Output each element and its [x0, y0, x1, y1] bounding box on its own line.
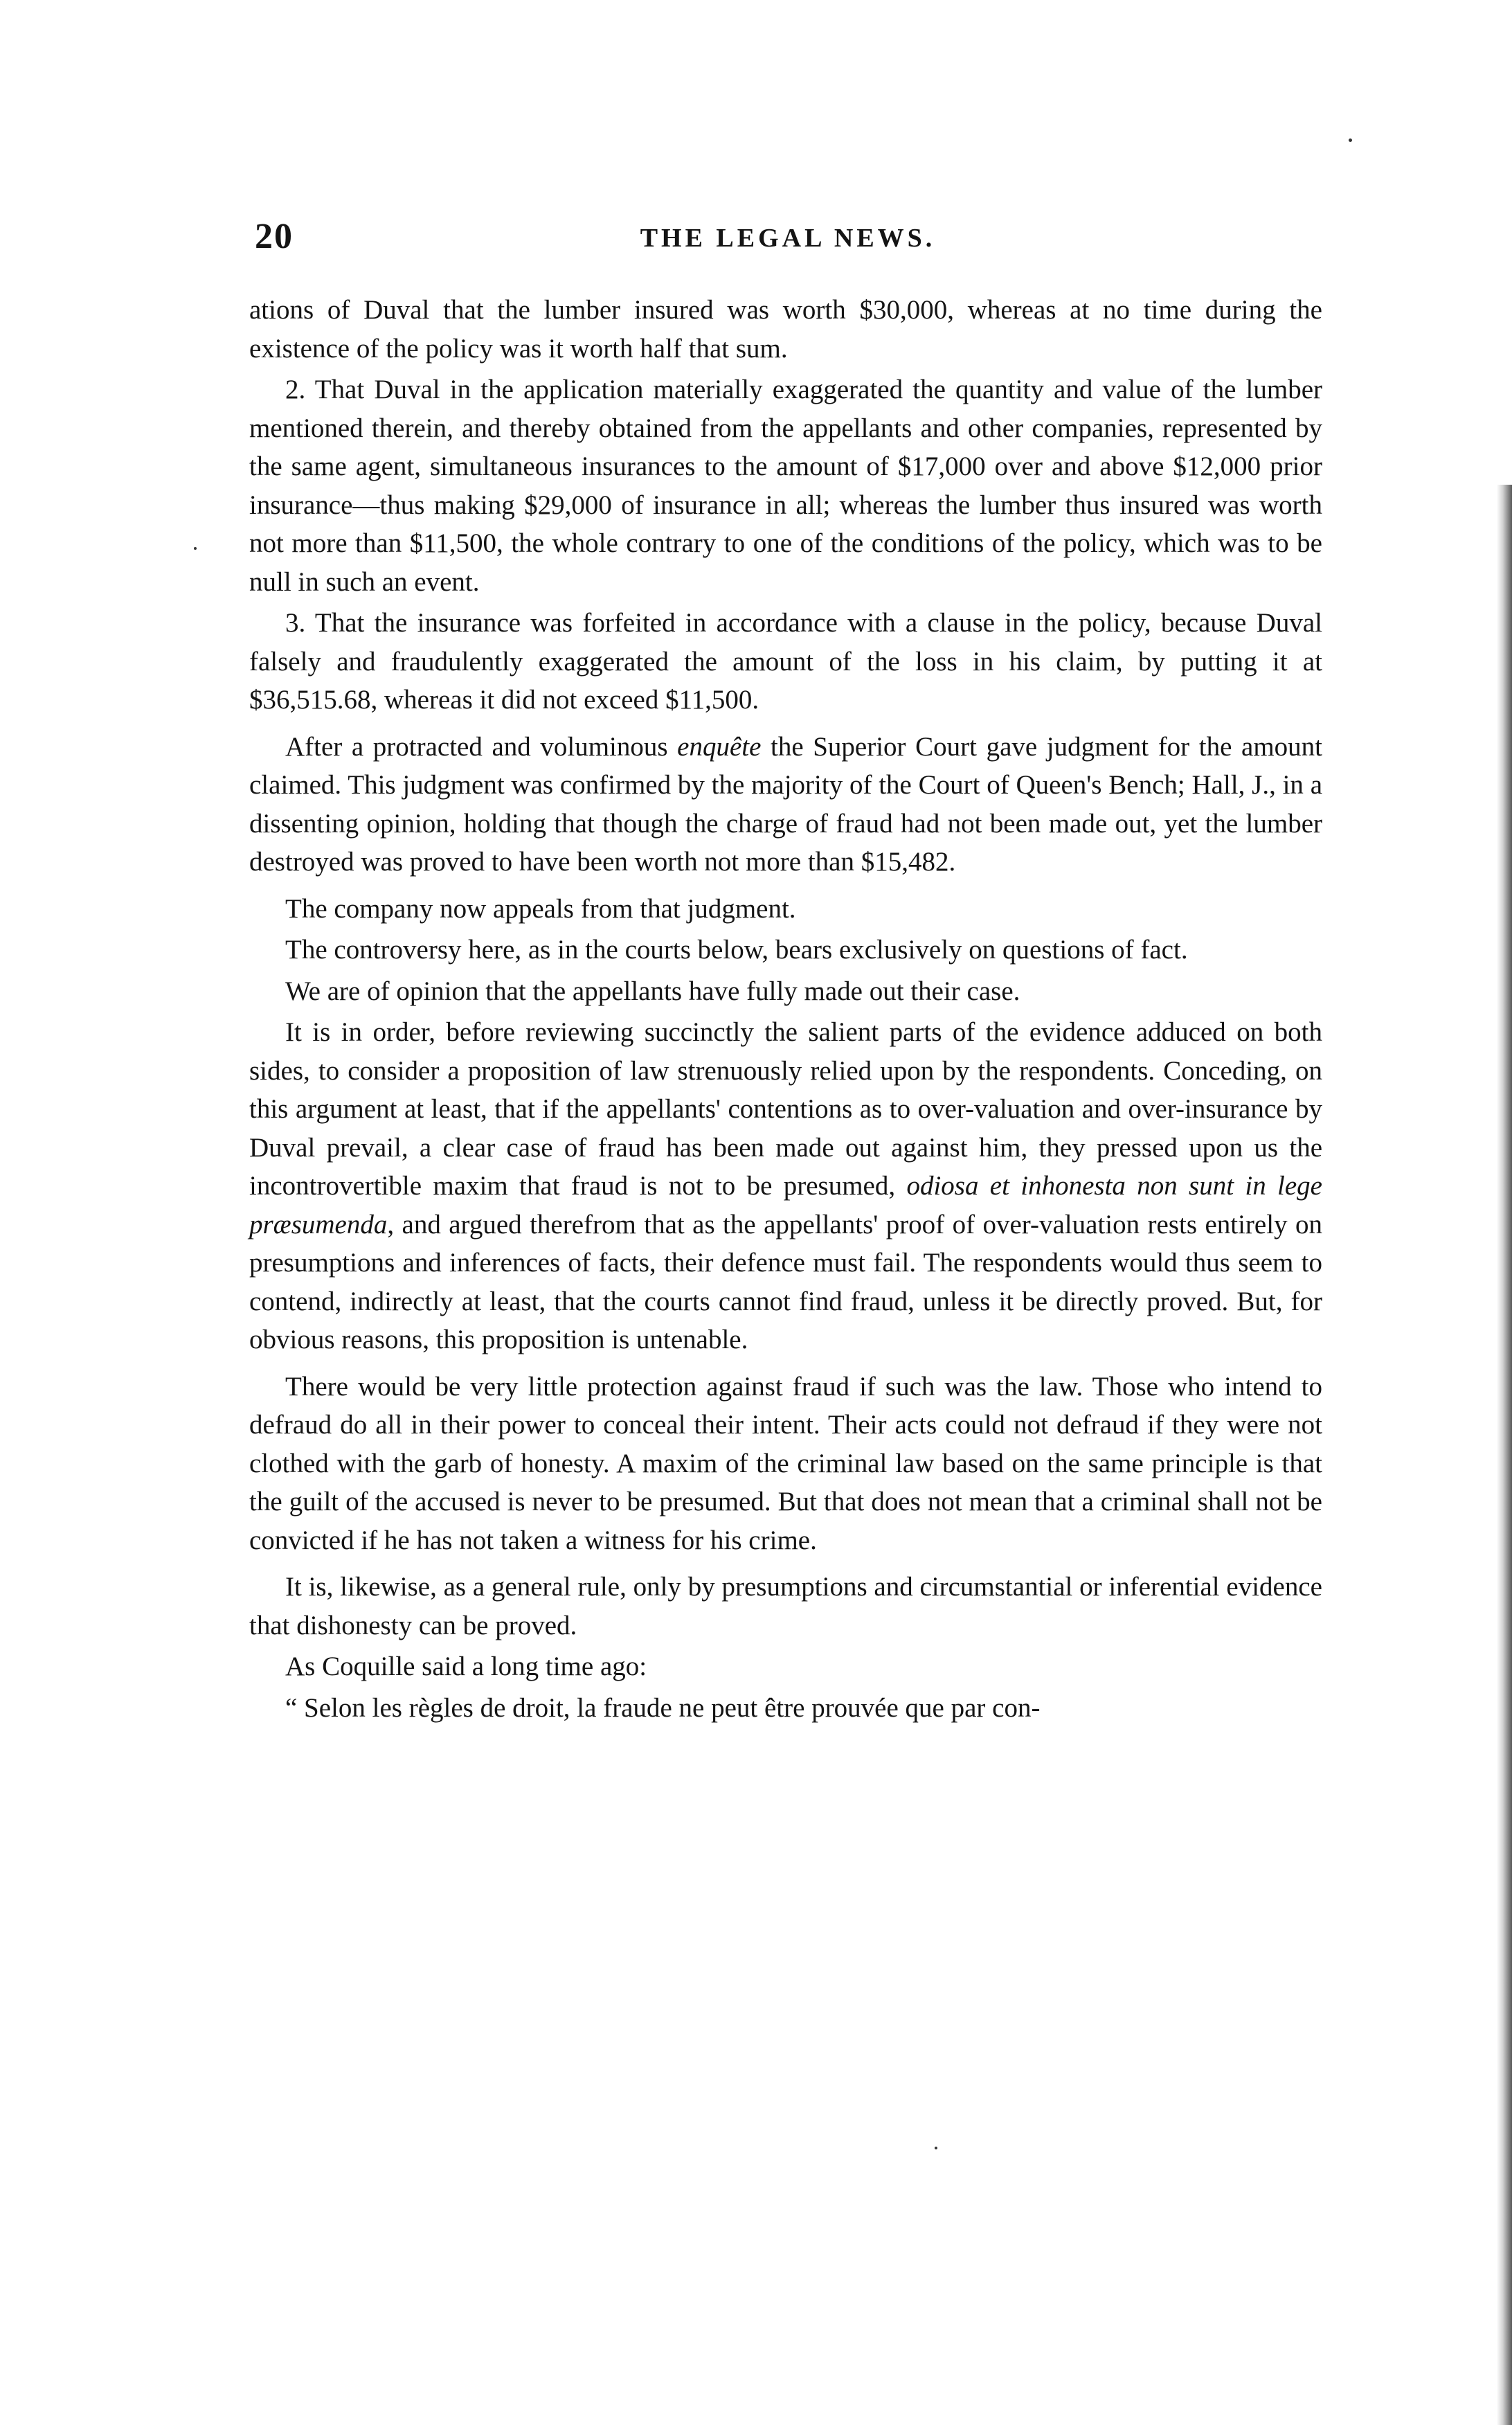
paragraph: ations of Duval that the lumber insured was worth $30,000, whereas at no time during the existence of the policy was it worth half that sum. [249, 295, 1322, 364]
paragraph: 3. That the insurance was forfeited in accordance with a clause in the policy, because Duval falsely and fraudulently exaggerated the amount of the loss in his claim, by putting it at $36,515.68, whereas it did not exceed $11,500. [249, 608, 1322, 715]
scan-speck [1349, 138, 1352, 142]
page-number: 20 [255, 217, 294, 256]
italic-term: enquête [677, 731, 762, 762]
running-title: THE LEGAL NEWS. [640, 224, 936, 253]
paragraph: It is, likewise, as a general rule, only by presumptions and circumstantial or inferential evidence that dishonesty can be proved. [249, 1572, 1322, 1640]
paragraph [249, 728, 1322, 882]
paragraph: As Coquille said a long time ago: [285, 1652, 647, 1681]
scan-speck [194, 547, 197, 550]
paragraph: There would be very little protection against fraud if such was the law. Those who intend to defraud do all in their power to conceal their intent. Their acts could not defraud if they were not clothed with the garb of honesty. A maxim of the criminal law based on the same principle is that the guilt of the accused is never to be presumed. But that does not mean that a criminal shall not be convicted if he has not taken a witness for his crime. [249, 1371, 1322, 1555]
scan-edge-shadow [1497, 485, 1512, 2425]
scan-speck [935, 2147, 937, 2149]
quotation: “ Selon les règles de droit, la fraude ne peut être prouvée que par con- [285, 1692, 1041, 1723]
paragraph: 2. That Duval in the application materially exaggerated the quantity and value of the lumber mentioned therein, and thereby obtained from the appellants and other companies, represented by the same agent, simultaneous insurances to the amount of $17,000 over and above $12,000 prior insurance—thus making $29,000 of insurance in all; whereas the lumber thus insured was worth not more than $11,500, the whole contrary to one of the conditions of the policy, which was to be null in such an event. [249, 375, 1322, 597]
paragraph: The controversy here, as in the courts below, bears exclusively on questions of fact. [285, 935, 1188, 965]
body-text [249, 291, 1322, 1730]
paragraph: We are of opinion that the appellants have fully made out their case. [285, 976, 1020, 1006]
text-run: , and argued therefrom that as the appellants' proof of over-valuation rests entirely on presumptions and inferences of facts, their defence must fail. The respondents would thus seem to contend, indirectly at least, that the courts cannot find fraud, unless it be directly proved. But, for obvious reasons, this proposition is untenable. [249, 1209, 1322, 1354]
paragraph: The company now appeals from that judgment. [285, 893, 796, 924]
page-header [255, 216, 1321, 265]
text-run: the Superior Court gave judgment for the amount claimed. This judgment was confirmed by the majority of the Court of Queen's Bench; Hall, J., in a dissenting opinion, holding that though the charge of fraud had not been made out, yet the lumber destroyed was proved to have been worth not more than $15,482. [249, 731, 1322, 877]
text-run: After a protracted and voluminous [285, 731, 678, 762]
paragraph [249, 1013, 1322, 1359]
latin-maxim: odiosa et inhonesta non sunt in lege præsumenda [249, 1171, 1322, 1240]
text-run: It is in order, before reviewing succinctly the salient parts of the evidence adduced on both sides, to consider a proposition of law strenuously relied upon by the respondents. Conceding, on this argument at least, that if the appellants' contentions as to over-valuation and over-insurance by Duval prevail, a clear case of fraud has been made out against him, they pressed upon us the incontrovertible maxim that fraud is not to be presumed, [249, 1017, 1322, 1201]
